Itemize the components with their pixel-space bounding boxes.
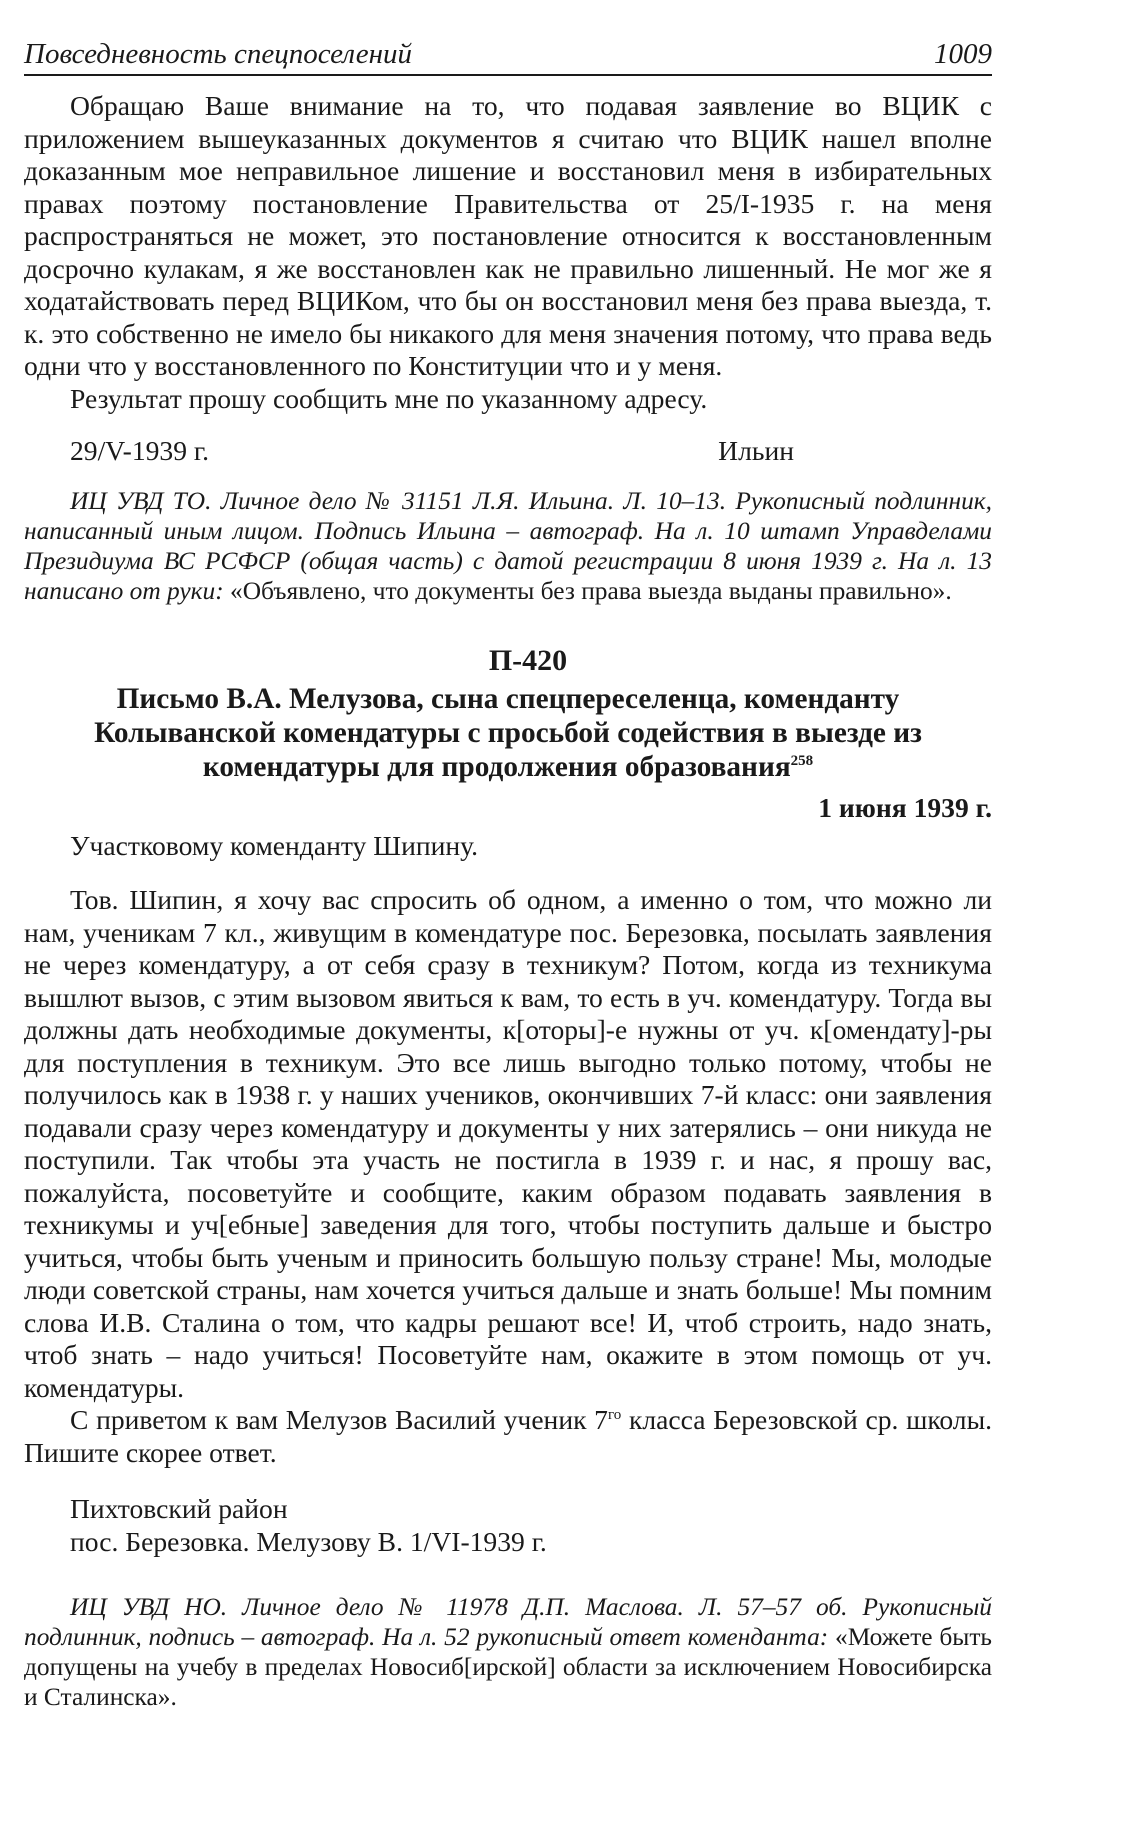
previous-letter-source-note (24, 486, 992, 606)
ordinal-superscript: го (607, 1406, 622, 1423)
page-number: 1009 (934, 38, 992, 70)
previous-source-quote: «Объявлено, что документы без права выезда выданы правильно». (223, 576, 952, 605)
closing-text-start: С приветом к вам Мелузов Василий ученик 7 (70, 1404, 608, 1435)
letter-closing (24, 1404, 992, 1469)
footnote-marker: 258 (790, 752, 814, 769)
previous-letter-signature: Ильин (718, 435, 794, 466)
document-date: 1 июня 1939 г. (818, 791, 992, 823)
document-title (24, 682, 992, 784)
previous-letter-dateline (24, 435, 992, 468)
document-title-text: Письмо В.А. Мелузова, сына спецпереселенца, коменданту Колыванской комендатуры с просьбой содействия в выезде из комендатуры для продолжения образования (94, 682, 922, 783)
previous-letter-request: Результат прошу сообщить мне по указанному адресу. (70, 382, 708, 414)
closing-text-end: класса Березовской ср. школы. Пишите скорее ответ. (24, 1404, 993, 1468)
document-source-quote: «Можете быть допущены на учебу в пределах Новосиб[ирской] области за исключением Новосибирска и Сталинска». (24, 1623, 992, 1711)
running-title: Повседневность спецпоселений (24, 38, 412, 70)
return-address (24, 1493, 992, 1558)
previous-letter-date: 29/V-1939 г. (70, 435, 210, 466)
previous-letter-paragraph: Обращаю Ваше внимание на то, что подавая заявление во ВЦИК с приложением вышеуказанных документов я считаю что ВЦИК нашел вполне доказанным мое неправильное лишение и восстановил меня в избирательных правах поэтому постановление Правительства от 25/I-1935 г. на меня распространяться не может, это постановление относится к восстановленным досрочно кулакам, я же восстановлен как не правильно лишенный. Не мог же я ходатайствовать перед ВЦИКом, что бы он восстановил меня без права выезда, т. к. это собственно не имело бы никакого для меня значения потому, что права ведь одни что у восстановленного по Конституции что и у меня. (24, 90, 992, 381)
running-header (24, 38, 992, 76)
letter-body: Тов. Шипин, я хочу вас спросить об одном, а именно о том, что можно ли нам, ученикам 7 кл., живущим в комендатуре пос. Березовка, посылать заявления не через комендатуру, а от себя сразу в техникум? Потом, когда из техникума вышлют вызов, с этим вызовом явиться к вам, то есть в уч. комендатуру. Тогда вы должны дать необходимые документы, к[оторы]-е нужны от уч. к[омендату]-ры для поступления в техникум. Это все лишь выгодно только потому, чтобы не получилось как в 1938 г. у наших учеников, окончивших 7-й класс: они заявления подавали сразу через комендатуру и документы у них затерялись – они никуда не поступили. Так чтобы эта участь не постигла в 1939 г. и нас, я прошу вас, пожалуйста, посоветуйте и сообщите, каким образом подавать заявления в техникумы и уч[ебные] заведения для того, чтобы поступить дальше и быстро учиться, чтобы быть ученым и приносить большую пользу стране! Мы, молодые люди советской страны, нам хочется учиться дальше и знать больше! Мы помним слова И.В. Сталина о том, что кадры решают все! И, чтоб строить, надо знать, чтоб знать – надо учиться! Посоветуйте нам, окажите в этом помощь от уч. комендатуры. (24, 884, 992, 1403)
page (24, 38, 992, 1712)
addressee: Участковому коменданту Шипину. (70, 829, 479, 861)
document-source-note (24, 1592, 992, 1712)
address-line-settlement: пос. Березовка. Мелузову В. 1/VI-1939 г. (70, 1525, 547, 1557)
document-number: П-420 (488, 643, 568, 677)
document-source-italic: ИЦ УВД НО. Личное дело № 11978 Д.П. Маслова. Л. 57–57 об. Рукописный подлинник, подпись – автограф. На л. 52 рукописный ответ коменданта: (24, 1593, 992, 1651)
address-line-district: Пихтовский район (70, 1493, 288, 1524)
previous-source-italic: ИЦ УВД ТО. Личное дело № 31151 Л.Я. Ильина. Л. 10–13. Рукописный подлинник, написанный иным лицом. Подпись Ильина – автограф. На л. 10 штамп Управделами Президиума ВС РСФСР (общая часть) с датой регистрации 8 июня 1939 г. На л. 13 написано от руки: (24, 486, 992, 605)
